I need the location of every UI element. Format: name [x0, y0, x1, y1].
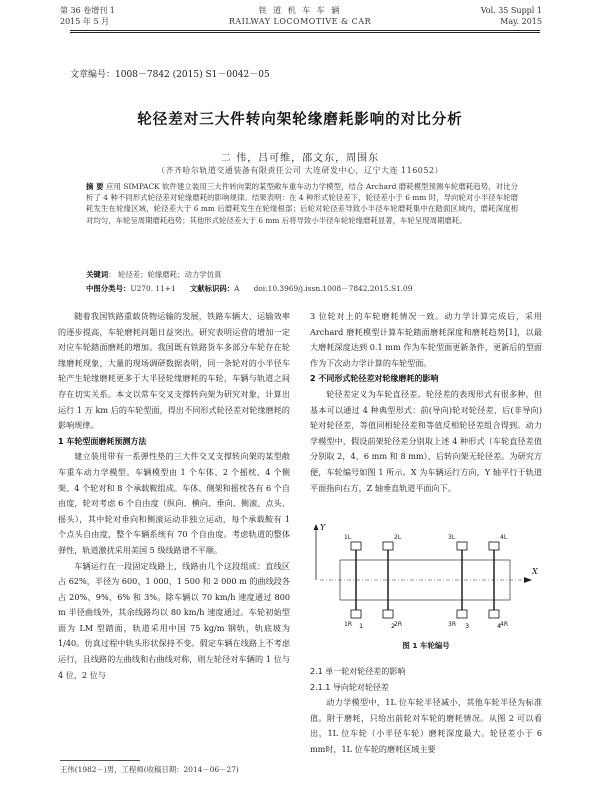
wheel-1L-shape [351, 542, 361, 550]
doc-label: 文献标识码： [189, 284, 235, 293]
wheel-3R-shape [457, 610, 467, 618]
header-rule [70, 30, 540, 31]
doc-value: A [234, 284, 240, 293]
axle-4-number: 4 [497, 622, 502, 630]
clc-value: U270. 11+1 [130, 284, 176, 293]
wheel-1L-label: 1L [344, 534, 352, 541]
section-1-paragraph-1: 建立装用带有一系弹性垫的三大件交叉支撑转向架的某型敞车重车动力学模型。车辆模型由 1 个车体、2 个摇枕、4 个侧架、4 个轮对和 8 个承载鞍组成。车体、侧架和摇枕各有 6 个自由度，轮对考虑 6 个自由度（纵向、横向、垂向、侧滚、点头、摇头），其中轮对垂向和侧滚运动非独立运动，每个承载鞍有 1 个点头自由度，整个车辆系统有 70 个自由度。考虑轨道的整体弹性，轨道激扰采用美国 5 级线路谱不平顺。 [58, 451, 290, 555]
doi-value: 10.3969/j.issn.1008－7842.2015.S1.09 [267, 284, 413, 293]
article-number: 文章编号：1008－7842 (2015) S1－0042－05 [70, 70, 270, 80]
section-2-paragraph: 轮径差定义为车轮直径差。轮径差的表现形式有很多种，但基本可以通过 4 种典型形式：前(导向)轮对轮径差，后(非导向)轮对轮径差，等值同相轮径差和等值反相轮径差组合得到。动力学模型中，假设前架轮径差分别取上述 4 种形式（车轮直径差值分别取 2，4，6 mm 和 8 mm），后转向架无轮径差。为研究方便，车轮编号如图 1 所示。X 为车辆运行方向，Y 轴平行于轨道平面指向右方，Z 轴垂直轨道平面向下。 [310, 388, 542, 493]
section-2-heading: 2 不同形式轮径差对轮缘磨耗的影响 [310, 374, 439, 384]
right-paragraph-1: 3 位轮对上的车轮磨耗情况一致。动力学计算完成后，采用 Archard 磨耗模型计算车轮踏面磨耗深度和磨耗趋势[1]，以最大磨耗深度达到 0.1 mm 作为车轮型面更新条件，更新后的型面作为下次动力学计算的车轮型面。 [310, 311, 542, 368]
abstract-label: 摘 要 [86, 182, 104, 191]
header-vol-en: Vol. 35 Suppl 1 [480, 6, 542, 15]
wheel-numbering-figure [310, 520, 542, 635]
classification [86, 283, 518, 294]
wheel-2R-shape [383, 610, 393, 618]
axle-3-number: 3 [465, 622, 470, 630]
x-axis-arrow [524, 577, 532, 583]
abstract [86, 181, 518, 226]
axle-1 [344, 534, 363, 630]
keywords: 关键词： 轮径差；轮缘磨耗；动力学仿真 [86, 270, 222, 279]
authors: 二 伟，吕可维，邵文东，周围东 [220, 153, 380, 164]
subsection-2-1-1-heading: 2.1.1 导向轮对轮径差 [310, 682, 389, 692]
header-month-en: May. 2015 [500, 17, 542, 26]
clc-label: 中图分类号： [86, 284, 131, 293]
paper-title: 轮径差对三大件转向架轮缘磨耗影响的对比分析 [137, 112, 463, 128]
wheel-3L-shape [457, 542, 467, 550]
right-column-bottom [310, 664, 542, 758]
abstract-text: 应用 SIMPACK 软件建立装用三大件转向架的某型敞车重车动力学模型，结合 Archard 磨耗模型预测车轮磨耗趋势，对比分析了 4 种不同形式轮径差对轮缘磨耗的影响规律。结果表明：在 4 种形式轮径差下，轮径差小于 6 mm 时，导向轮对小半径车轮磨耗发生在轮缘区域，轮径差大于 6 mm 后磨耗发生在轮缘根部；后轮对轮径差导致小半径车轮磨耗集中在踏面区域内，磨耗深度相对均匀，车轮呈周期磨耗趋势；其他形式轮径差大于 6 mm 后将导致小半径车轮轮缘磨耗显著，车轮呈现周期磨耗。 [86, 182, 518, 225]
wheel-4L-shape [489, 542, 499, 550]
subsection-2-1-1-paragraph: 动力学模型中，1L 位车轮半径减小，其他车轮半径为标准值。附于磨耗，只给出前轮对车轮的磨耗情况。从图 2 可以看出，1L 位车轮（小半径车轮）磨耗深度最大。轮径差小于 6 mm时，1L 位车轮的磨耗区域主要 [310, 697, 542, 754]
intro-paragraph: 随着我国铁路重载货物运输的发展，铁路车辆大、运输效率的逐步提高，车轮磨耗问题日益突出。研究表明运营的增加一定对应车轮踏面磨耗的增加。我国既有铁路货车多部分车轮存在轮缘磨耗现象，大量的现场调研数据表明，同一条轮对的小半径车轮产生轮缘磨耗更多于大半径轮缘磨耗的车轮，车辆与轨道之间存在切实关系。本文以常车交叉支撑转向架为研究对象，计算出运行 1 万 km 后的车轮型面，得出不同形式轮径差对轮缘磨耗的影响规律。 [58, 311, 290, 431]
wheel-2L-label: 2L [394, 534, 402, 541]
axle-4 [489, 534, 508, 630]
subsection-2-1-heading: 2.1 单一轮对轮径差的影响 [310, 667, 406, 676]
header-volume: 第 36 卷增刊 1 [60, 6, 115, 15]
doi-label: doi: [253, 284, 268, 293]
left-column [58, 309, 290, 683]
wheel-3R-label: 3R [448, 621, 456, 628]
header-journal-cn: 铁 道 机 车 车 辆 [258, 6, 342, 15]
wheel-1R-label: 1R [344, 621, 352, 628]
wheel-3L-label: 3L [448, 534, 456, 541]
footnote: 王伟(1982－)男，工程师(收稿日期：2014－06－27) [60, 765, 239, 774]
section-1-paragraph-2: 车辆运行在一段固定线路上，线路由几个这段组成：直线区占 62%，半径为 600、1 000、1 500 和 2 000 m 的曲线段各占 20%、9%、6% 和 3%。除车辆以 70 km/h 速度通过 800 m 半径曲线外，其余线路均以 80 km/h 速度通过。车轮初始型面为 LM 型踏面，轨道采用中国 75 kg/m 钢轨，轨底坡为 1/40。仿真过程中轨头形状保持不变。假定车辆在线路上不考虑运行，且线路的左曲线和右曲线对称，则左轮径对车辆的 1 位与 4 位，2 位与 [58, 560, 290, 680]
section-1-heading: 1 车轮型面磨耗预测方法 [58, 436, 147, 446]
footnote-rule [60, 760, 140, 761]
wheel-4L-label: 4L [500, 534, 508, 541]
y-axis-label: Y [320, 523, 326, 532]
header-journal-en: RAILWAY LOCOMOTIVE & CAR [228, 17, 372, 26]
wheel-4R-label: 4R [500, 621, 508, 628]
x-axis-label: X [532, 567, 538, 576]
y-axis-arrow [314, 524, 319, 530]
header-date: 2015 年 5 月 [60, 17, 110, 26]
axle-2-number: 2 [391, 622, 396, 630]
wheel-4R-shape [489, 610, 499, 618]
header-rule-2 [70, 32, 540, 33]
right-column-top [310, 309, 542, 496]
axle-1-number: 1 [359, 622, 364, 630]
keywords-label: 关键词 [86, 270, 109, 279]
keywords-text: 轮径差；轮缘磨耗；动力学仿真 [117, 270, 222, 279]
affiliation: （齐齐哈尔轨道交通装备有限责任公司 大连研发中心，辽宁大连 116052） [156, 166, 444, 175]
axle-2 [383, 534, 402, 630]
wheel-1R-shape [351, 610, 361, 618]
axle-3 [448, 534, 469, 630]
figure-caption: 图 1 车轮编号 [402, 641, 450, 650]
wheel-2L-shape [383, 542, 393, 550]
wheel-2R-label: 2R [394, 621, 402, 628]
